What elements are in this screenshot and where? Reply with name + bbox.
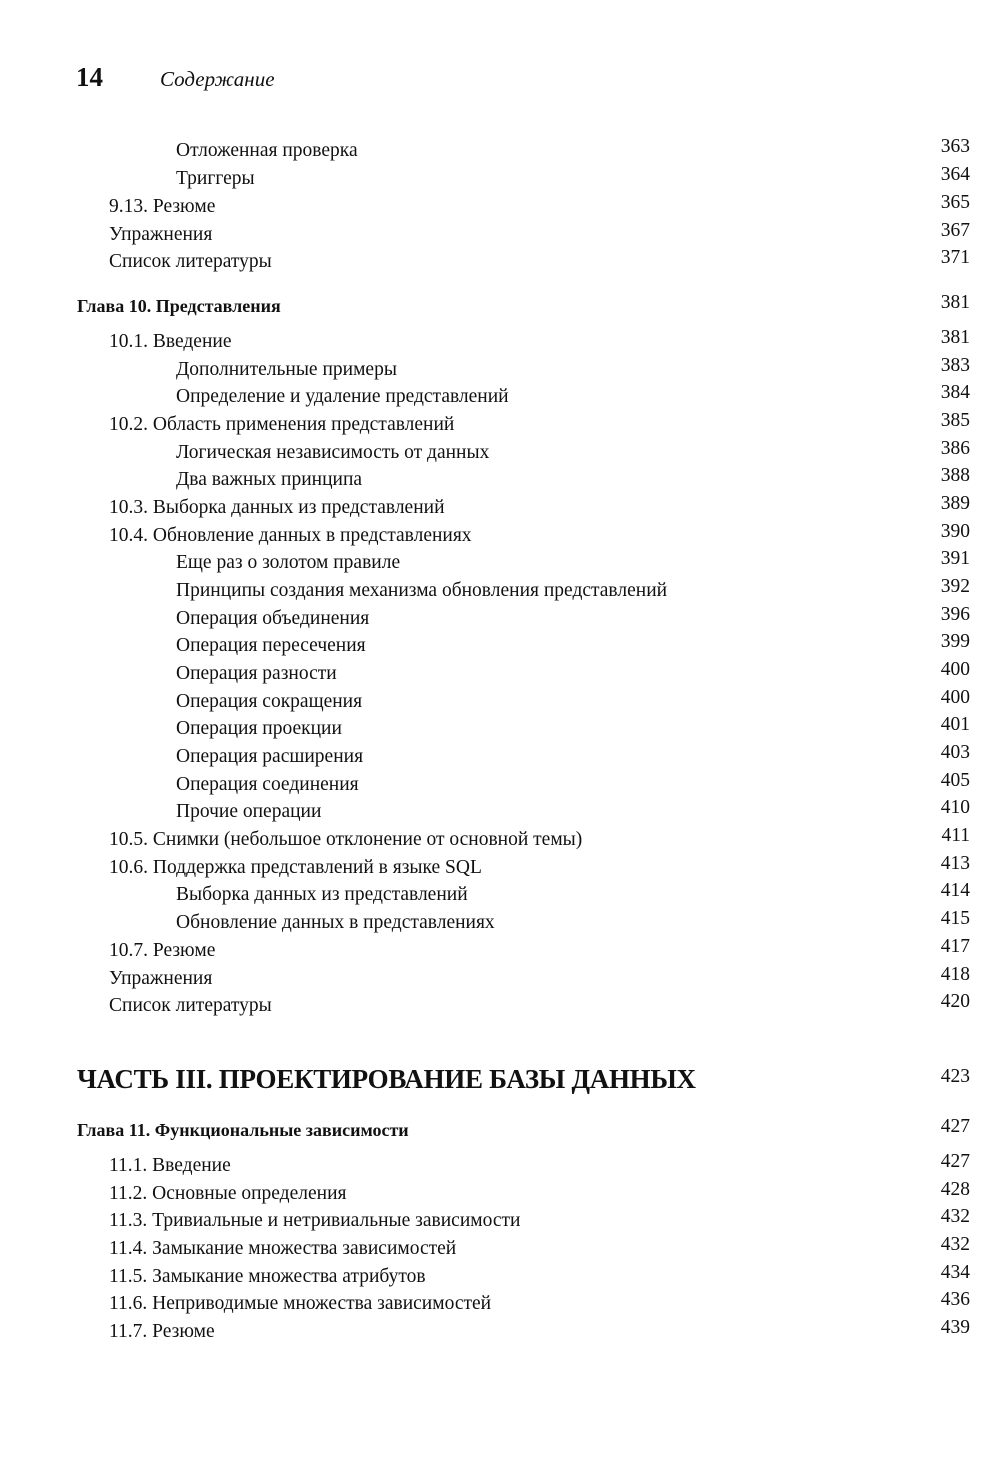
toc-entry-label: Список литературы: [109, 995, 272, 1016]
toc-entry-label: Операция расширения: [176, 746, 364, 767]
toc-entry-sub: [0, 797, 1000, 829]
toc-entry-chapter: [0, 292, 1000, 324]
toc-entry-section: [0, 247, 1000, 279]
toc-entry-section: [0, 327, 1000, 359]
toc-entry-page-number: 410: [940, 797, 970, 818]
toc-entry-page-number: 364: [940, 164, 970, 185]
toc-entry-page-number: 390: [940, 521, 970, 542]
toc-entry-page-number: 427: [940, 1116, 970, 1137]
toc-entry-sub: [0, 770, 1000, 802]
toc-entry-label: 11.7. Резюме: [109, 1321, 215, 1342]
toc-entry-label: Еще раз о золотом правиле: [176, 552, 401, 573]
toc-entry-page-number: 432: [940, 1234, 970, 1255]
toc-entry-section: [0, 1234, 1000, 1266]
toc-entry-page-number: 388: [940, 465, 970, 486]
toc-entry-section: [0, 1317, 1000, 1349]
toc-entry-label: 11.1. Введение: [109, 1155, 231, 1176]
toc-entry-page-number: 401: [940, 714, 970, 735]
toc-entry-section: [0, 410, 1000, 442]
toc-entry-label: Операция проекции: [176, 718, 342, 739]
toc-entry-label: Определение и удаление представлений: [176, 386, 509, 407]
toc-entry-page-number: 400: [940, 687, 970, 708]
toc-entry-label: Глава 10. Представления: [77, 296, 281, 316]
toc-entry-page-number: 367: [940, 220, 970, 241]
toc-entry-part: [0, 1064, 1000, 1092]
toc-entry-page-number: 365: [940, 192, 970, 213]
toc-entry-label: Принципы создания механизма обновления представлений: [176, 580, 668, 601]
toc-entry-sub: [0, 164, 1000, 196]
toc-entry-sub: [0, 136, 1000, 168]
toc-entry-page-number: 392: [940, 576, 970, 597]
running-title: Содержание: [160, 67, 275, 91]
toc-entry-page-number: 384: [940, 382, 970, 403]
toc-entry-label: Дополнительные примеры: [176, 359, 397, 380]
toc-entry-section: [0, 1262, 1000, 1294]
toc-entry-label: Глава 11. Функциональные зависимости: [77, 1120, 409, 1140]
toc-entry-section: [0, 220, 1000, 252]
toc-entry-label: 10.7. Резюме: [109, 940, 216, 961]
toc-entry-label: 10.1. Введение: [109, 331, 232, 352]
toc-entry-page-number: 389: [940, 493, 970, 514]
toc-entry-label: 10.2. Область применения представлений: [109, 414, 455, 435]
toc-entry-section: [0, 825, 1000, 857]
toc-entry-label: Операция пересечения: [176, 635, 366, 656]
toc-entry-sub: [0, 576, 1000, 608]
toc-entry-sub: [0, 548, 1000, 580]
toc-entry-label: Операция объединения: [176, 608, 370, 629]
toc-entry-page-number: 439: [940, 1317, 970, 1338]
toc-entry-sub: [0, 465, 1000, 497]
toc-entry-section: [0, 936, 1000, 968]
toc-entry-label: 10.3. Выборка данных из представлений: [109, 497, 445, 518]
toc-entry-label: 11.6. Неприводимые множества зависимостей: [109, 1293, 492, 1314]
toc-entry-page-number: 363: [940, 136, 970, 157]
toc-entry-label: Выборка данных из представлений: [176, 884, 468, 905]
toc-entry-label: 9.13. Резюме: [109, 196, 216, 217]
toc-entry-label: ЧАСТЬ III. ПРОЕКТИРОВАНИЕ БАЗЫ ДАННЫХ: [77, 1064, 696, 1094]
toc-entry-page-number: 396: [940, 604, 970, 625]
toc-entry-section: [0, 521, 1000, 553]
toc-entry-page-number: 385: [940, 410, 970, 431]
toc-entry-page-number: 383: [940, 355, 970, 376]
toc-entry-section: [0, 991, 1000, 1023]
toc-entry-label: Список литературы: [109, 251, 272, 272]
toc-entry-label: Операция соединения: [176, 774, 359, 795]
toc-entry-sub: [0, 742, 1000, 774]
toc-entry-page-number: 391: [940, 548, 970, 569]
toc-entry-page-number: 403: [940, 742, 970, 763]
toc-entry-page-number: 434: [940, 1262, 970, 1283]
toc-entry-label: 11.4. Замыкание множества зависимостей: [109, 1238, 457, 1259]
toc-entry-chapter: [0, 1116, 1000, 1148]
toc-entry-section: [0, 1179, 1000, 1211]
toc-entry-label: Логическая независимость от данных: [176, 442, 490, 463]
toc-entry-label: Операция разности: [176, 663, 337, 684]
toc-entry-page-number: 432: [940, 1206, 970, 1227]
toc-entry-page-number: 399: [940, 631, 970, 652]
toc-entry-sub: [0, 687, 1000, 719]
toc-entry-sub: [0, 382, 1000, 414]
toc-entry-section: [0, 853, 1000, 885]
toc-entry-section: [0, 964, 1000, 996]
toc-entry-sub: [0, 438, 1000, 470]
toc-entry-label: Отложенная проверка: [176, 140, 358, 161]
toc-entry-label: Обновление данных в представлениях: [176, 912, 495, 933]
toc-entry-label: Операция сокращения: [176, 691, 363, 712]
toc-entry-page-number: 418: [940, 964, 970, 985]
running-head: [76, 62, 275, 102]
toc-entry-sub: [0, 659, 1000, 691]
toc-entry-page-number: 427: [940, 1151, 970, 1172]
toc-entry-sub: [0, 604, 1000, 636]
toc-entry-section: [0, 493, 1000, 525]
toc-entry-label: 10.4. Обновление данных в представлениях: [109, 525, 472, 546]
toc-entry-label: Прочие операции: [176, 801, 322, 822]
toc-entry-section: [0, 1289, 1000, 1321]
toc-entry-label: 11.3. Тривиальные и нетривиальные зависимости: [109, 1210, 521, 1231]
toc-entry-page-number: 411: [941, 825, 970, 846]
toc-entry-page-number: 420: [940, 991, 970, 1012]
toc-entry-page-number: 371: [940, 247, 970, 268]
toc-entry-page-number: 386: [940, 438, 970, 459]
toc-entry-page-number: 428: [940, 1179, 970, 1200]
toc-entry-label: Триггеры: [176, 168, 255, 189]
toc-entry-label: Упражнения: [109, 968, 213, 989]
toc-entry-sub: [0, 908, 1000, 940]
toc-entry-sub: [0, 714, 1000, 746]
toc-entry-page-number: 381: [940, 292, 970, 313]
toc-entry-page-number: 436: [940, 1289, 970, 1310]
toc-entry-page-number: 423: [940, 1066, 970, 1087]
toc-entry-section: [0, 1206, 1000, 1238]
toc-entry-page-number: 414: [940, 880, 970, 901]
page-number: 14: [76, 62, 103, 92]
toc-entry-label: Упражнения: [109, 224, 213, 245]
toc-entry-page-number: 405: [940, 770, 970, 791]
toc-entry-page-number: 417: [940, 936, 970, 957]
toc-entry-page-number: 413: [940, 853, 970, 874]
toc-entry-label: 11.2. Основные определения: [109, 1183, 347, 1204]
toc-entry-sub: [0, 880, 1000, 912]
toc-entry-page-number: 381: [940, 327, 970, 348]
toc-entry-sub: [0, 631, 1000, 663]
toc-entry-section: [0, 1151, 1000, 1183]
toc-entry-section: [0, 192, 1000, 224]
toc-entry-page-number: 400: [940, 659, 970, 680]
toc-entry-sub: [0, 355, 1000, 387]
toc-entry-label: Два важных принципа: [176, 469, 363, 490]
toc-entry-page-number: 415: [940, 908, 970, 929]
toc-entry-label: 10.5. Снимки (небольшое отклонение от основной темы): [109, 829, 583, 850]
toc-entry-label: 11.5. Замыкание множества атрибутов: [109, 1266, 426, 1287]
toc-entry-label: 10.6. Поддержка представлений в языке SQL: [109, 857, 482, 878]
